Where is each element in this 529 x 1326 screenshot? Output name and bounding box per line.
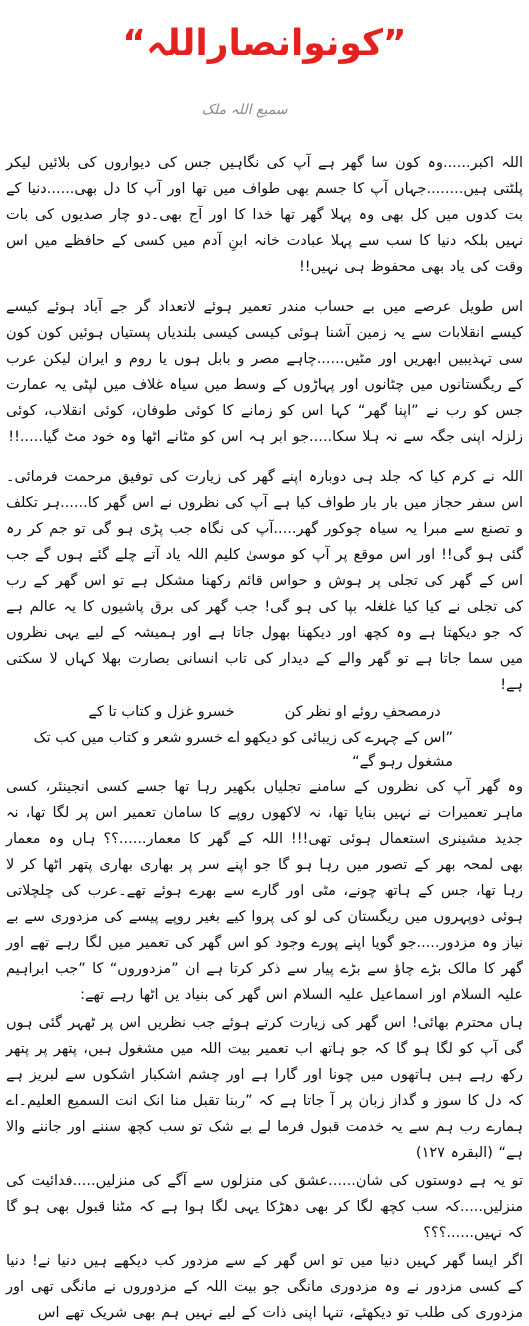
paragraph: وہ گھر آپ کی نظروں کے سامنے تجلیاں بکھیر رہا تھا جسے کسی انجینئر، کسی ماہر تعمیرات نے نہیں بنایا تھا، نہ لاکھوں روپے کا سامان تعمیر اس پر لگا تھا، نہ جدید مشینری استعمال ہوئی تھی!!! اللہ کے گھر کا معمار......؟؟ ہاں وہ معمار بھی لمحہ بھر کے تصور میں رہا ہو گا جو اپنے سر پر بھاری بھاری پتھر اٹھا کر لا رہا تھا، جس کے ہاتھ چونے، مٹی اور گارے سے بھرے ہوئے تھے۔عرب کی چلچلاتی ہوئی دوپہروں میں ریگستان کی لو کی پروا کیے بغیر روپے پیسے کی مزدوری سے بے نیاز وہ مزدور.....جو گویا اپنے پورے وجود کو اس گھر کی تعمیر میں لگا رہے تھے اور گھر کا مالک بڑے چاؤ سے بڑے پیار سے ذکر کرتا ہے ان ”مزدوروں“ کا ”جب ابراہیم علیہ السلام اور اسماعیل علیہ السلام اس گھر کی بنیاد یں اٹھا رہے تھے:	[6, 779, 523, 1003]
paragraph: ہاں محترم بھائی! اس گھر کی زیارت کرتے ہوئے جب نظریں اس پر ٹھہر گئی ہوں گی آپ کو لگا ہو گا کہ جو ہاتھ اب تعمیر بیت اللہ میں مشغول ہیں، پتھر پر پتھر رکھ رہے ہیں ہاتھوں میں چونا اور گارا ہے اور چشم اشکبار اشکوں سے لبریز ہے کہ دل کا سوز و گداز زبان پر آ جاتا ہے کہ ”ربنا تقبل منا انک انت السمیع العلیم۔اے ہمارے رب ہم سے یہ خدمت قبول فرما لے بے شک تو سب کچھ سننے اور جاننے والا ہے“ (البقرہ ۱۲۷)	[6, 1015, 523, 1161]
paragraph: تو یہ ہے دوستوں کی شان......عشق کی منزلوں سے آگے کی منزلیں.....فدائیت کی منزلیں.....کہ سب کچھ لگا کر بھی دھڑکا یہی لگا ہوا ہے کہ مٹنا قبول بھی ہو گا کہ نہیں......؟؟؟	[6, 1173, 523, 1241]
author-name: سمیع اللہ ملک	[201, 102, 288, 118]
couplet-right-hemistich: درمصحفِ روئے او نظر کن	[284, 704, 441, 720]
paragraph: اگر ایسا گھر کہیں دنیا میں تو اس گھر کے سے مزدور کب دیکھے ہیں دنیا نے! دنیا کے کسی مزدور نے وہ مزدوری مانگی جو بیت اللہ کے مزدوروں نے مانگی تھی اور مزدوری کی طلب تو دیکھئے، تنہا اپنی ذات کے لیے نہیں ہم بھی شریک تھے اس	[6, 1253, 523, 1321]
article-page	[0, 22, 529, 1321]
paragraph: اللہ نے کرم کیا کہ جلد ہی دوبارہ اپنے گھر کی زیارت کی توفیق مرحمت فرمائی۔اس سفر حجاز میں بار بار طواف کیا ہے آپ کی نظروں نے اس گھر کا......ہر تکلف و تصنع سے مبرا یہ سیاہ چوکور گھر.....آپ کی نگاہ جب پڑی ہو گی تو جم کر رہ گئی ہو گی!! اور اس موقع پر آپ کو موسیٰ کلیم اللہ یاد آتے چلے گئے ہوں گے جب اس کے گھر کی تجلی پر ہوش و حواس قائم رکھنا مشکل ہے تو اس گھر کے رب کی تجلی نے کیا کیا غلغلہ بپا کی ہو گی! جب گھر کی برق پاشیوں کا یہ عالم ہے کہ جو دیکھتا ہے وہ کچھ اور دیکھنا بھول جاتا ہے اور ہمیشہ کے لیے یہی نظروں میں سما جاتا ہے تو گھر والے کے دیدار کی تاب انسانی بصارت بھلا کہاں لا سکتی ہے!	[6, 469, 523, 693]
article-title: ”کونوانصاراللہ“	[122, 23, 407, 64]
persian-couplet	[6, 700, 523, 724]
paragraph: اللہ اکبر......وہ کون سا گھر ہے آپ کی نگاہیں جس کی دیواروں کی بلائیں لیکر پلٹتی ہیں........جہاں آپ کا جسم بھی طواف میں تھا اور آپ کا دل بھی......دنیا کے بت کدوں میں کل بھی وہ پہلا گھر تھا خدا کا اور آج بھی۔دو چار صدیوں کی بات نہیں بلکہ دنیا کا سب سے پہلا عبادت خانہ ابنِ آدم میں کسی کے حافظے میں اس وقت کی یاد بھی محفوظ ہی نہیں!!	[6, 155, 523, 275]
paragraph: اس طویل عرصے میں بے حساب مندر تعمیر ہوئے لاتعداد گر جے آباد ہوئے کیسے کیسے انقلابات سے یہ زمین آشنا ہوئی کیسی کیسی بلندیاں پستیاں ہوئیں کون کون سی تہذیبیں ابھریں اور مٹیں......چاہے مصر و بابل ہوں یا روم و ایران لیکن عرب کے ریگستانوں میں چٹانوں اور پہاڑوں کے وسط میں سیاہ غلاف میں لپٹی یہ عمارت جس کو رب نے ”اپنا گھر“ کہا اس کو زمانے کا کوئی طوفان، کوئی انقلاب، کوئی زلزلہ اپنی جگہ سے نہ ہلا سکا.....جو ابر ہہ اس کو مٹانے اٹھا وہ خود مٹ گیا.....!!	[6, 299, 523, 445]
couplet-left-hemistich: خسرو غزل و کتاب تا کے	[88, 704, 235, 720]
couplet-translation: ”اس کے چہرے کی زیبائی کو دیکھو اے خسرو شعر و کتاب میں کب تک مشغول رہو گے“	[33, 730, 453, 770]
